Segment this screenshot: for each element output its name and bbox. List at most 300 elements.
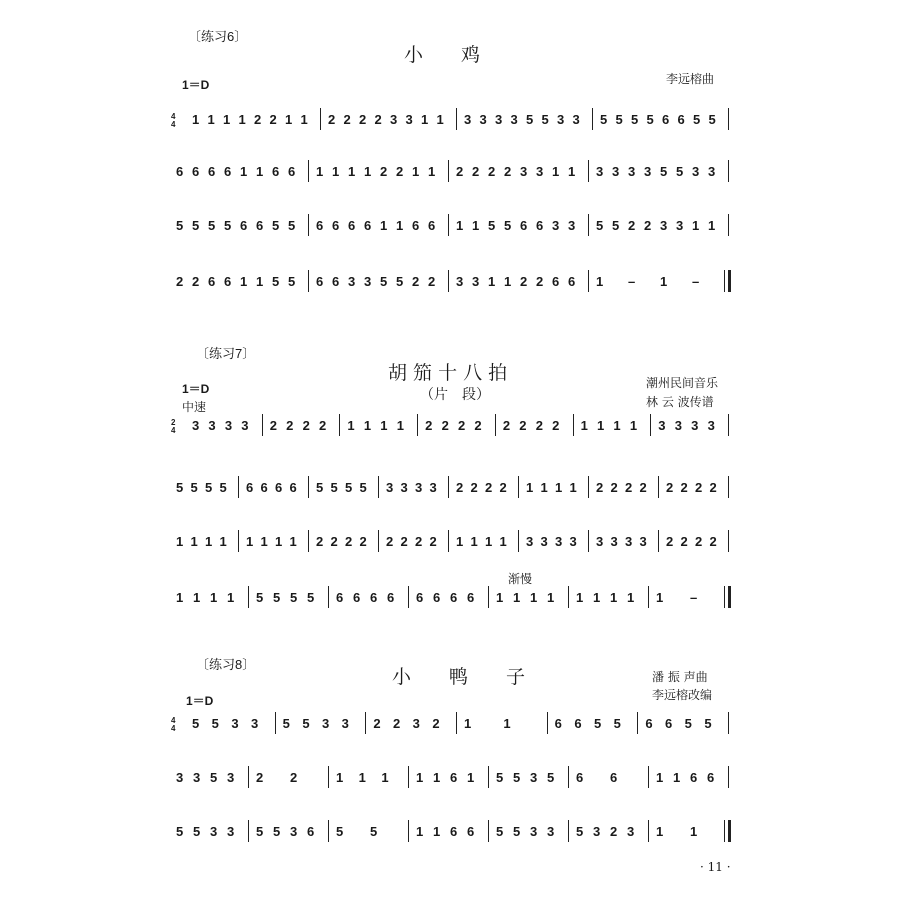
- barline: [488, 820, 489, 842]
- barline: [448, 160, 449, 182]
- note: 6: [370, 590, 378, 605]
- note: 3: [676, 218, 684, 233]
- note: 1: [580, 418, 588, 433]
- note: 1: [540, 480, 548, 495]
- note: 1: [692, 218, 700, 233]
- note: 2: [709, 534, 717, 549]
- barline: [518, 530, 519, 552]
- note: 3: [692, 164, 700, 179]
- note: 5: [631, 112, 639, 127]
- note: 5: [290, 590, 298, 605]
- note: 1: [555, 480, 563, 495]
- note: 1: [673, 770, 681, 785]
- note: 2: [552, 418, 560, 433]
- note: 5: [513, 824, 521, 839]
- barline: [248, 766, 249, 788]
- note: 6: [433, 590, 441, 605]
- note: 1: [190, 534, 198, 549]
- note: 5: [193, 824, 201, 839]
- note: 1: [396, 418, 404, 433]
- note: 2: [386, 534, 394, 549]
- piece-title: 胡 笳 十 八 拍: [388, 362, 508, 384]
- note: 2: [485, 480, 493, 495]
- note: 3: [569, 534, 577, 549]
- barline: [328, 820, 329, 842]
- barline: [308, 214, 309, 236]
- barline: [448, 476, 449, 498]
- barline: [650, 414, 651, 436]
- note: 1: [433, 770, 441, 785]
- barline: [568, 766, 569, 788]
- note: 6: [275, 480, 283, 495]
- note: 3: [400, 480, 408, 495]
- score-line: [0, 160, 900, 184]
- barline: [648, 820, 649, 842]
- barline: [495, 414, 496, 436]
- barline: [568, 820, 569, 842]
- piece-subtitle: （片 段）: [420, 387, 490, 403]
- note: 1: [332, 164, 340, 179]
- barline: [308, 270, 309, 292]
- note: 2: [400, 534, 408, 549]
- note: 2: [316, 534, 324, 549]
- note: 3: [208, 418, 216, 433]
- note: 1: [421, 112, 429, 127]
- note: 3: [572, 112, 580, 127]
- note: 6: [576, 770, 584, 785]
- note: 6: [307, 824, 315, 839]
- note: 3: [456, 274, 464, 289]
- note: 5: [211, 716, 219, 731]
- note: 1: [428, 164, 436, 179]
- note: 6: [412, 218, 420, 233]
- note: 6: [348, 218, 356, 233]
- barline: [728, 108, 729, 130]
- note: 5: [224, 218, 232, 233]
- note: 6: [450, 770, 458, 785]
- note: 5: [176, 480, 184, 495]
- barline: [488, 766, 489, 788]
- time-signature-bottom: 4: [171, 120, 176, 129]
- note: 3: [224, 418, 233, 433]
- barline: [408, 586, 409, 608]
- note: 3: [193, 770, 201, 785]
- barline: [408, 820, 409, 842]
- note: 3: [596, 534, 604, 549]
- sustain-dash: –: [690, 590, 698, 605]
- note: 3: [530, 770, 538, 785]
- barline: [547, 712, 548, 734]
- note: 5: [576, 824, 584, 839]
- note: 1: [192, 112, 200, 127]
- note: 3: [176, 770, 184, 785]
- note: 1: [488, 274, 496, 289]
- note: 2: [456, 164, 464, 179]
- note: 3: [210, 824, 218, 839]
- note: 5: [256, 590, 264, 605]
- note: 6: [289, 480, 297, 495]
- note: 6: [246, 480, 254, 495]
- note: 5: [646, 112, 654, 127]
- note: 1: [363, 418, 372, 433]
- barline: [448, 530, 449, 552]
- note: 6: [568, 274, 576, 289]
- note: 3: [540, 534, 548, 549]
- time-signature-top: 4: [171, 112, 176, 121]
- ritardando-marking: 渐慢: [508, 572, 533, 586]
- final-barline-thin: [724, 586, 725, 608]
- note: 3: [472, 274, 480, 289]
- note: 6: [240, 218, 248, 233]
- barline: [728, 214, 729, 236]
- note: 2: [488, 164, 496, 179]
- note: 2: [499, 480, 507, 495]
- arranger-credit: 李远榕改编: [652, 688, 713, 702]
- barline: [728, 766, 729, 788]
- note: 6: [677, 112, 685, 127]
- note: 1: [708, 218, 716, 233]
- barline: [248, 820, 249, 842]
- score-line: [0, 766, 900, 790]
- note: 6: [467, 590, 475, 605]
- note: 5: [192, 716, 200, 731]
- note: 5: [684, 716, 692, 731]
- barline: [588, 476, 589, 498]
- barline: [568, 586, 569, 608]
- note: 3: [415, 480, 423, 495]
- note: 3: [708, 164, 716, 179]
- barline: [588, 214, 589, 236]
- note: 2: [373, 716, 381, 731]
- note: 2: [535, 418, 543, 433]
- transcriber-credit: 林 云 波传谱: [646, 395, 714, 409]
- note: 1: [690, 824, 698, 839]
- note: 3: [530, 824, 538, 839]
- note: 5: [282, 716, 290, 731]
- score-line: [0, 820, 900, 844]
- sustain-dash: –: [692, 274, 700, 289]
- note: 2: [343, 112, 351, 127]
- note: 6: [387, 590, 395, 605]
- barline: [238, 476, 239, 498]
- note: 3: [241, 418, 249, 433]
- note: 1: [416, 770, 424, 785]
- note: 1: [176, 534, 184, 549]
- note: 2: [680, 534, 688, 549]
- note: 1: [596, 274, 604, 289]
- note: 5: [594, 716, 602, 731]
- note: 6: [176, 164, 184, 179]
- note: 6: [574, 716, 582, 731]
- note: 1: [380, 218, 388, 233]
- note: 5: [613, 716, 621, 731]
- note: 6: [450, 590, 458, 605]
- barline: [518, 476, 519, 498]
- barline: [592, 108, 593, 130]
- note: 5: [288, 274, 296, 289]
- barline: [308, 530, 309, 552]
- note: 3: [660, 218, 668, 233]
- barline: [275, 712, 276, 734]
- note: 1: [597, 418, 605, 433]
- note: 5: [547, 770, 555, 785]
- note: 2: [254, 112, 262, 127]
- note: 5: [302, 716, 310, 731]
- note: 3: [568, 218, 576, 233]
- time-signature-bottom: 4: [171, 724, 176, 733]
- note: 1: [593, 590, 601, 605]
- note: 5: [600, 112, 608, 127]
- note: 1: [289, 534, 297, 549]
- note: 5: [704, 716, 712, 731]
- note: 2: [374, 112, 382, 127]
- note: 1: [347, 418, 355, 433]
- note: 6: [554, 716, 562, 731]
- tempo-marking: 中速: [182, 400, 207, 414]
- note: 1: [530, 590, 538, 605]
- note: 1: [223, 112, 231, 127]
- note: 1: [285, 112, 293, 127]
- note: 3: [536, 164, 544, 179]
- barline: [728, 160, 729, 182]
- note: 1: [260, 534, 268, 549]
- barline: [456, 108, 457, 130]
- note: 5: [176, 218, 184, 233]
- time-signature-top: 2: [171, 418, 176, 427]
- note: 1: [613, 418, 621, 433]
- note: 2: [302, 418, 310, 433]
- source-credit: 潮州民间音乐: [646, 376, 719, 390]
- note: 1: [381, 770, 389, 785]
- barline: [328, 766, 329, 788]
- note: 5: [380, 274, 388, 289]
- note: 1: [176, 590, 184, 605]
- barline: [573, 414, 574, 436]
- note: 3: [552, 218, 560, 233]
- note: 3: [610, 534, 618, 549]
- note: 5: [219, 480, 227, 495]
- note: 3: [658, 418, 666, 433]
- note: 3: [405, 112, 413, 127]
- note: 3: [707, 418, 715, 433]
- note: 1: [456, 218, 464, 233]
- note: 1: [568, 164, 576, 179]
- note: 2: [328, 112, 336, 127]
- barline: [417, 414, 418, 436]
- note: 5: [676, 164, 684, 179]
- note: 2: [470, 480, 478, 495]
- note: 6: [428, 218, 436, 233]
- note: 3: [495, 112, 503, 127]
- exercise-label: 〔练习6〕: [188, 29, 248, 44]
- note: 5: [273, 824, 281, 839]
- note: 2: [644, 218, 652, 233]
- note: 6: [192, 164, 200, 179]
- barline: [448, 214, 449, 236]
- final-barline-thick: [728, 270, 731, 292]
- note: 1: [358, 770, 366, 785]
- note: 5: [541, 112, 549, 127]
- note: 5: [370, 824, 378, 839]
- note: 1: [416, 824, 424, 839]
- note: 2: [520, 274, 528, 289]
- note: 5: [359, 480, 367, 495]
- note: 1: [660, 274, 668, 289]
- note: 1: [246, 534, 254, 549]
- note: 3: [341, 716, 349, 731]
- score-line: [0, 270, 900, 294]
- note: 5: [345, 480, 353, 495]
- note: 2: [286, 418, 294, 433]
- note: 2: [610, 480, 618, 495]
- barline: [648, 586, 649, 608]
- note: 1: [576, 590, 584, 605]
- barline: [448, 270, 449, 292]
- barline: [365, 712, 366, 734]
- time-signature-bottom: 4: [171, 426, 176, 435]
- note: 3: [510, 112, 518, 127]
- exercise-label: 〔练习8〕: [196, 657, 256, 672]
- note: 1: [240, 164, 248, 179]
- note: 1: [300, 112, 308, 127]
- note: 5: [660, 164, 668, 179]
- note: 3: [192, 418, 200, 433]
- barline: [262, 414, 263, 436]
- note: 1: [316, 164, 324, 179]
- key-signature: 1＝D: [182, 78, 210, 92]
- note: 5: [336, 824, 344, 839]
- note: 5: [210, 770, 218, 785]
- note: 1: [472, 218, 480, 233]
- note: 3: [526, 534, 534, 549]
- composer-credit: 潘 振 声曲: [652, 670, 708, 684]
- note: 3: [557, 112, 565, 127]
- note: 3: [390, 112, 398, 127]
- composer-credit: 李远榕曲: [666, 72, 715, 86]
- note: 1: [433, 824, 441, 839]
- note: 3: [227, 824, 235, 839]
- note: 5: [526, 112, 534, 127]
- note: 1: [547, 590, 555, 605]
- note: 2: [458, 418, 466, 433]
- barline: [408, 766, 409, 788]
- note: 5: [708, 112, 716, 127]
- final-barline-thick: [728, 820, 731, 842]
- barline: [588, 270, 589, 292]
- note: 3: [231, 716, 239, 731]
- note: 6: [707, 770, 715, 785]
- time-signature-top: 4: [171, 716, 176, 725]
- note: 6: [272, 164, 280, 179]
- note: 6: [336, 590, 344, 605]
- note: 5: [208, 218, 216, 233]
- note: 2: [192, 274, 200, 289]
- note: 1: [238, 112, 246, 127]
- score-line: [0, 476, 900, 500]
- note: 1: [256, 274, 264, 289]
- note: 2: [628, 218, 636, 233]
- note: 3: [628, 164, 636, 179]
- note: 1: [629, 418, 638, 433]
- barline: [378, 476, 379, 498]
- note: 6: [332, 274, 340, 289]
- note: 3: [547, 824, 555, 839]
- note: 6: [552, 274, 560, 289]
- note: 1: [348, 164, 356, 179]
- score-line: [0, 108, 900, 132]
- note: 3: [555, 534, 563, 549]
- note: 2: [428, 274, 436, 289]
- note: 2: [502, 418, 511, 433]
- note: 1: [504, 274, 512, 289]
- note: 6: [260, 480, 268, 495]
- note: 2: [412, 274, 420, 289]
- note: 5: [192, 218, 200, 233]
- note: 6: [690, 770, 698, 785]
- note: 6: [332, 218, 340, 233]
- note: 5: [272, 274, 280, 289]
- note: 6: [353, 590, 361, 605]
- note: 2: [425, 418, 433, 433]
- key-signature: 1＝D: [182, 382, 210, 396]
- note: 1: [193, 590, 201, 605]
- note: 3: [625, 534, 633, 549]
- barline: [378, 530, 379, 552]
- note: 2: [432, 716, 440, 731]
- note: 5: [504, 218, 512, 233]
- note: 5: [596, 218, 604, 233]
- note: 1: [240, 274, 248, 289]
- barline: [637, 712, 638, 734]
- barline: [308, 160, 309, 182]
- final-barline-thin: [724, 270, 725, 292]
- note: 6: [208, 274, 216, 289]
- note: 1: [627, 590, 635, 605]
- note: 2: [176, 274, 184, 289]
- note: 2: [269, 112, 277, 127]
- note: 1: [485, 534, 493, 549]
- page-number: · 11 ·: [700, 860, 731, 874]
- barline: [728, 476, 729, 498]
- note: 5: [272, 218, 280, 233]
- note: 1: [412, 164, 420, 179]
- piece-title: 小 鸡: [404, 44, 481, 66]
- note: 6: [316, 274, 324, 289]
- note: 5: [205, 480, 213, 495]
- barline: [456, 712, 457, 734]
- note: 3: [639, 534, 647, 549]
- note: 1: [499, 534, 507, 549]
- note: 2: [380, 164, 388, 179]
- note: 1: [210, 590, 218, 605]
- note: 5: [256, 824, 264, 839]
- note: 5: [488, 218, 496, 233]
- barline: [328, 586, 329, 608]
- note: 2: [330, 534, 338, 549]
- note: 2: [319, 418, 327, 433]
- note: 2: [290, 770, 298, 785]
- note: 6: [316, 218, 324, 233]
- note: 2: [695, 534, 703, 549]
- note: 1: [256, 164, 264, 179]
- note: 2: [680, 480, 688, 495]
- note: 1: [656, 824, 664, 839]
- note: 2: [474, 418, 482, 433]
- note: 1: [275, 534, 283, 549]
- note: 1: [526, 480, 534, 495]
- barline: [588, 530, 589, 552]
- barline: [339, 414, 340, 436]
